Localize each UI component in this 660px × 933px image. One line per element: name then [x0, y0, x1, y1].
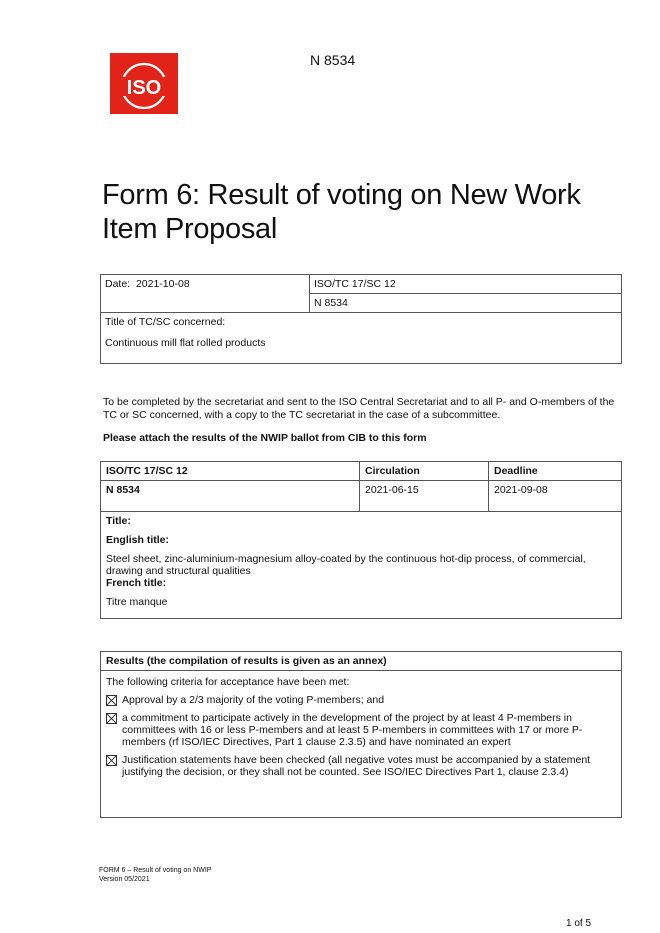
criterion-item — [106, 694, 616, 706]
results-heading: Results (the compilation of results is given as an annex) — [101, 652, 622, 671]
deadline-label: Deadline — [489, 462, 622, 481]
french-title: Titre manque — [106, 596, 168, 608]
criterion-text: Approval by a 2/3 majority of the voting P-members; and — [122, 694, 385, 706]
title-label: Title: — [106, 515, 131, 527]
info-table — [100, 274, 622, 364]
checkbox-icon[interactable] — [106, 755, 117, 766]
footer-form-name: FORM 6 – Result of voting on NWIP — [99, 867, 212, 874]
criterion-text: a commitment to participate actively in the development of the project by at least 4 P-members in committees with 16 or less P-members and at least 5 P-members in committees with 17 or more P-members (rf ISO/IEC Directives, Part 1 clause 2.3.5) and have nominated an expert — [122, 712, 583, 748]
date-value: 2021-10-08 — [135, 278, 190, 290]
circulation-date: 2021-06-15 — [360, 481, 489, 512]
title-cell — [101, 512, 622, 619]
ballot-committee: ISO/TC 17/SC 12 — [101, 462, 360, 481]
ballot-table — [100, 461, 622, 619]
document-number: N 8534 — [310, 52, 356, 68]
page-number: 1 of 5 — [566, 918, 592, 929]
tcsc-title-label: Title of TC/SC concerned: — [105, 316, 226, 328]
tcsc-title-cell — [101, 313, 622, 364]
iso-logo — [110, 53, 178, 114]
tcsc-title-value: Continuous mill flat rolled products — [105, 337, 266, 349]
ballot-doc-number: N 8534 — [101, 481, 360, 512]
doc-number-ref: N 8534 — [314, 297, 348, 309]
deadline-date: 2021-09-08 — [489, 481, 622, 512]
attach-note: Please attach the results of the NWIP ballot from CIB to this form — [103, 432, 427, 444]
criterion-text: Justification statements have been checked (all negative votes must be accompanied by a statement justifying the decision, or they shall not be counted. See ISO/IEC Directives Part 1, clause 2.3.4) — [122, 754, 591, 778]
english-title-label: English title: — [106, 534, 169, 546]
circulation-label: Circulation — [360, 462, 489, 481]
logo-text: ISO — [126, 77, 162, 99]
criterion-item — [106, 712, 616, 748]
instructions-text: To be completed by the secretariat and sent to the ISO Central Secretariat and to all P- and O-members of the TC or SC concerned, with a copy to the TC secretariat in the case of a subcommittee. — [103, 396, 615, 421]
criteria-intro: The following criteria for acceptance have been met: — [106, 676, 350, 688]
date-cell — [101, 275, 310, 313]
checkbox-icon[interactable] — [106, 695, 117, 706]
committee-ref: ISO/TC 17/SC 12 — [310, 275, 621, 294]
criteria-list — [106, 694, 616, 778]
english-title: Steel sheet, zinc-aluminium-magnesium alloy-coated by the continuous hot-dip process, of commercial, drawing and structural qualities — [106, 553, 586, 577]
checkbox-icon[interactable] — [106, 713, 117, 724]
form-title: Form 6: Result of voting on New Work Item Proposal — [102, 179, 581, 245]
french-title-label: French title: — [106, 577, 167, 589]
date-label: Date: — [105, 278, 131, 290]
footer — [99, 866, 211, 884]
footer-version: Version 05/2021 — [99, 876, 150, 883]
results-table — [100, 651, 622, 818]
criterion-item — [106, 754, 616, 778]
results-body — [101, 671, 622, 818]
reference-cell — [310, 275, 622, 313]
